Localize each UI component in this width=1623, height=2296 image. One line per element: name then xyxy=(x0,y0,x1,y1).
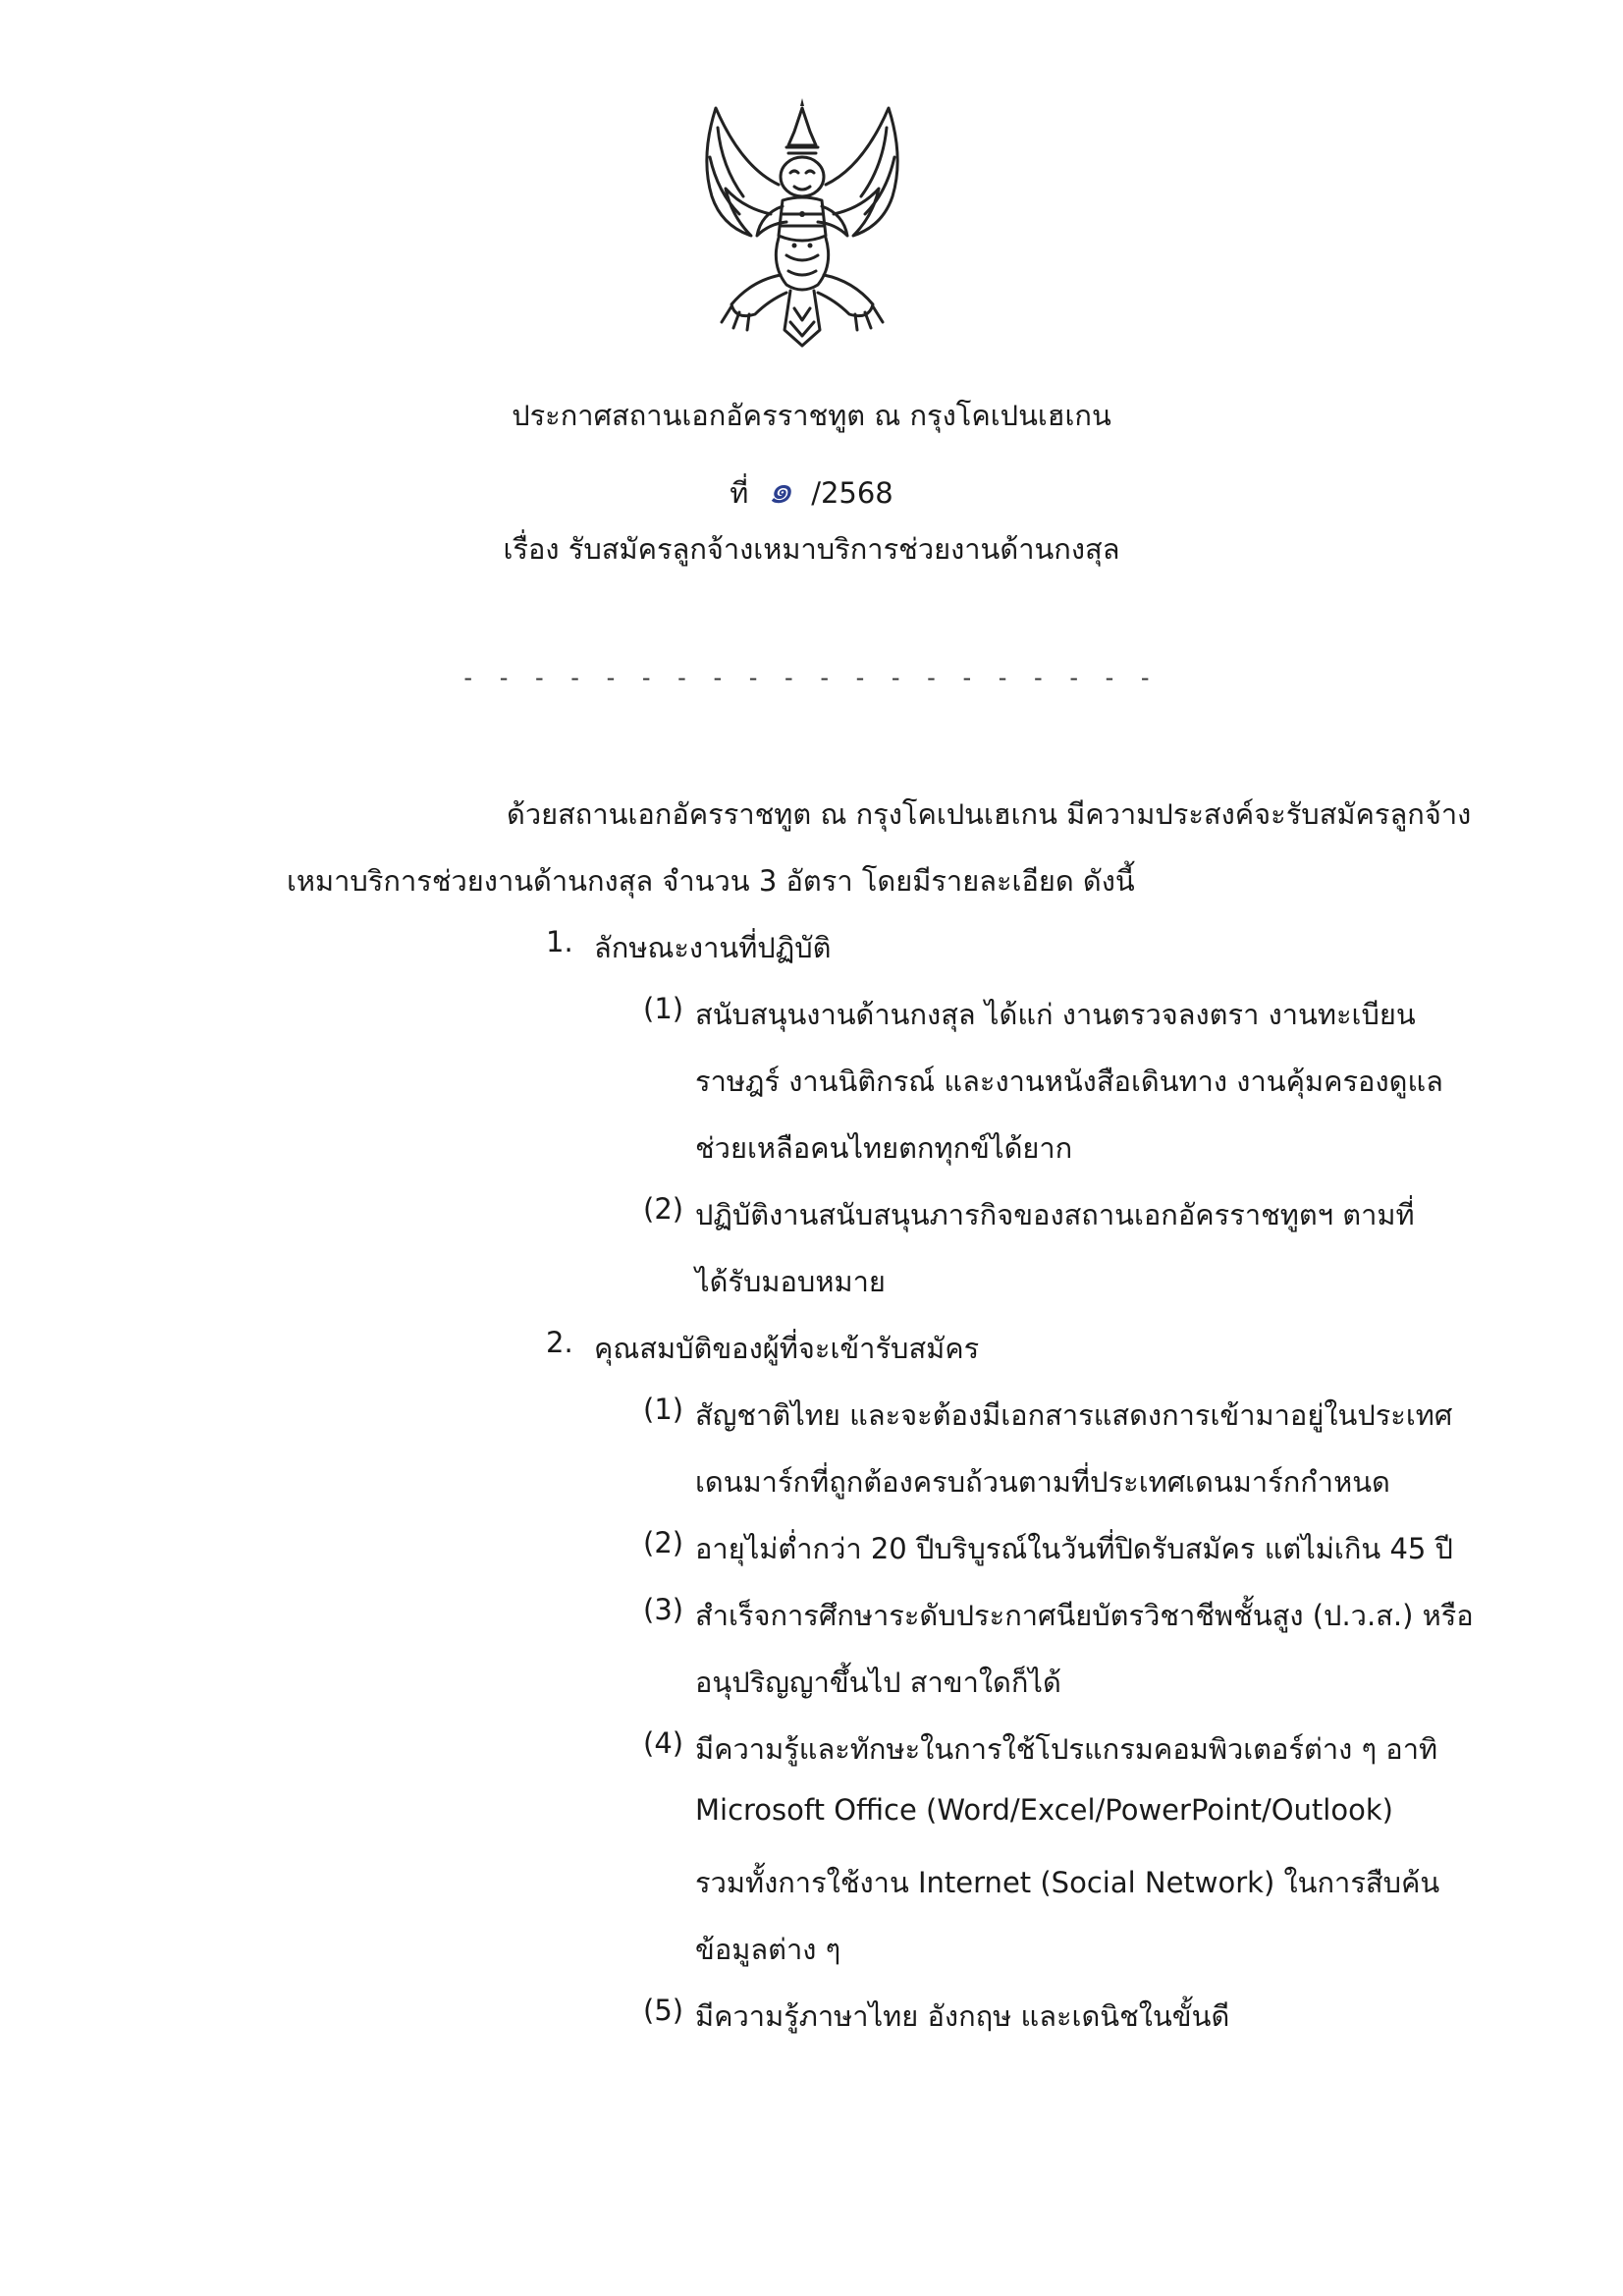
announcement-subject: เรื่อง รับสมัครลูกจ้างเหมาบริการช่วยงานด้านกงสุล xyxy=(503,532,1120,566)
item-1-2-number: (2) xyxy=(643,1192,684,1226)
section-1-title: ลักษณะงานที่ปฏิบัติ xyxy=(594,931,832,964)
item-1-1-line-1: สนับสนุนงานด้านกงสุล ได้แก่ งานตรวจลงตรา งานทะเบียน xyxy=(695,998,1416,1031)
item-1-2-line-1: ปฏิบัติงานสนับสนุนภารกิจของสถานเอกอัครราชทูตฯ ตามที่ xyxy=(695,1198,1415,1231)
item-1-1-line-3: ช่วยเหลือคนไทยตกทุกข์ได้ยาก xyxy=(695,1131,1073,1165)
item-2-2-number: (2) xyxy=(643,1526,684,1559)
item-2-4-line-3: รวมทั้งการใช้งาน Internet (Social Network) ในการสืบค้น xyxy=(695,1866,1440,1899)
item-2-4-number: (4) xyxy=(643,1726,684,1760)
item-1-1-line-2: ราษฎร์ งานนิติกรณ์ และงานหนังสือเดินทาง งานคุ้มครองดูแล xyxy=(695,1065,1443,1098)
item-2-3-line-2: อนุปริญญาขึ้นไป สาขาใดก็ได้ xyxy=(695,1666,1061,1699)
item-2-4-line-4: ข้อมูลต่าง ๆ xyxy=(695,1933,841,1966)
item-1-2-line-2: ได้รับมอบหมาย xyxy=(695,1265,886,1298)
item-2-4-line-1: มีความรู้และทักษะในการใช้โปรแกรมคอมพิวเตอร์ต่าง ๆ อาทิ xyxy=(695,1732,1438,1766)
announcement-number xyxy=(0,458,1623,520)
garuda-emblem-icon xyxy=(692,98,913,355)
item-2-2-line-1: อายุไม่ต่ำกว่า 20 ปีบริบูรณ์ในวันที่ปิดรับสมัคร แต่ไม่เกิน 45 ปี xyxy=(695,1532,1453,1565)
number-suffix: /2568 xyxy=(811,476,893,510)
item-2-3-line-1: สำเร็จการศึกษาระดับประกาศนียบัตรวิชาชีพชั้นสูง (ป.ว.ส.) หรือ xyxy=(695,1599,1474,1632)
section-2-number: 2. xyxy=(546,1326,573,1359)
item-2-1-number: (1) xyxy=(643,1393,684,1426)
item-1-1-number: (1) xyxy=(643,992,684,1025)
item-2-5-number: (5) xyxy=(643,1994,684,2027)
number-prefix: ที่ xyxy=(730,476,749,510)
item-2-1-line-2: เดนมาร์กที่ถูกต้องครบถ้วนตามที่ประเทศเดนมาร์กกำหนด xyxy=(695,1465,1390,1499)
section-1-number: 1. xyxy=(546,925,573,958)
intro-line-1: ด้วยสถานเอกอัครราชทูต ณ กรุงโคเปนเฮเกน มีความประสงค์จะรับสมัครลูกจ้าง xyxy=(507,797,1472,831)
item-2-4-line-2: Microsoft Office (Word/Excel/PowerPoint/Outlook) xyxy=(695,1793,1393,1827)
announcement-title: ประกาศสถานเอกอัครราชทูต ณ กรุงโคเปนเฮเกน xyxy=(512,399,1111,432)
handwritten-number: ๑ xyxy=(767,467,792,513)
section-2-title: คุณสมบัติของผู้ที่จะเข้ารับสมัคร xyxy=(594,1332,980,1365)
item-2-1-line-1: สัญชาติไทย และจะต้องมีเอกสารแสดงการเข้ามาอยู่ในประเทศ xyxy=(695,1398,1453,1432)
item-2-5-line-1: มีความรู้ภาษาไทย อังกฤษ และเดนิชในขั้นดี xyxy=(695,1999,1230,2033)
intro-line-2: เหมาบริการช่วยงานด้านกงสุล จำนวน 3 อัตรา โดยมีรายละเอียด ดังนี้ xyxy=(287,864,1135,898)
item-2-3-number: (3) xyxy=(643,1593,684,1626)
divider: - - - - - - - - - - - - - - - - - - - - xyxy=(463,664,1160,691)
